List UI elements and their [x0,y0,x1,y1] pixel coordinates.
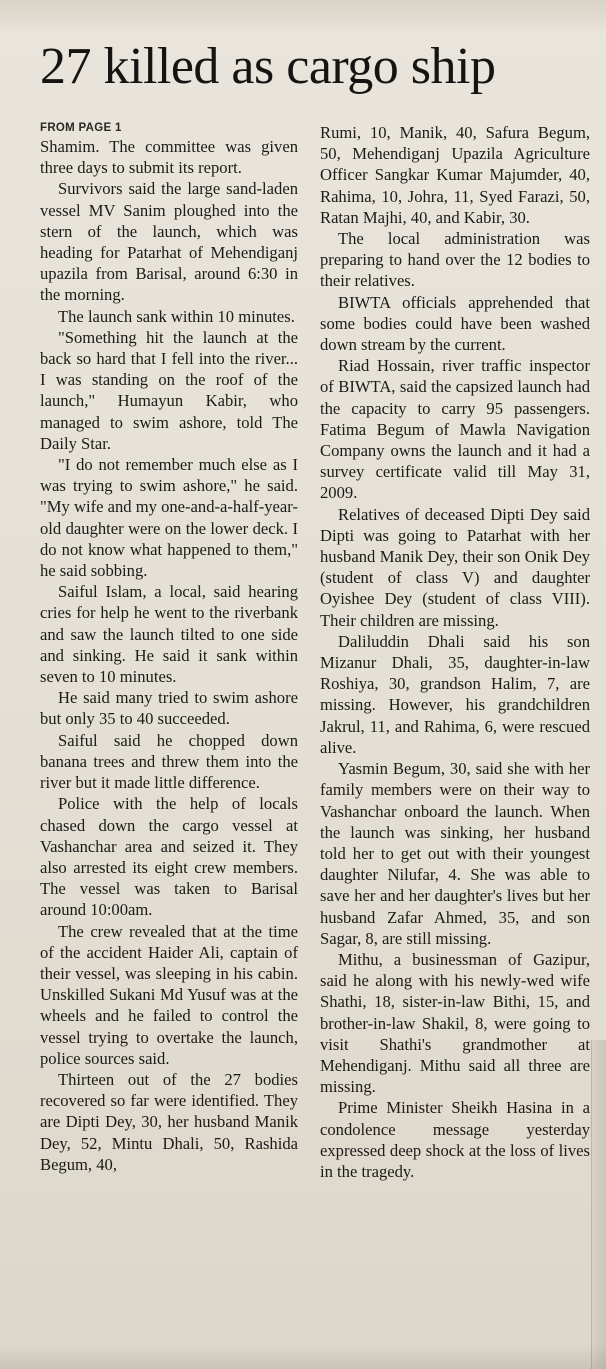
paragraph: Thirteen out of the 27 bodies recovered so far were identified. They are Dipti Dey, 30, her husband Manik Dey, 52, Mintu Dhali, 50, Rashida Begum, 40, [40,1069,298,1174]
paragraph: Mithu, a businessman of Gazipur, said he along with his newly-wed wife Shathi, 18, sister-in-law Bithi, 15, and brother-in-law Shakil, 8, were going to visit Shathi's grandmother at Mehendiganj. Mithu said all three are missing. [320,949,590,1097]
paragraph: BIWTA officials apprehended that some bodies could have been washed down stream by the current. [320,292,590,355]
page-shadow [0,1345,606,1369]
paragraph: "Something hit the launch at the back so hard that I fell into the river... I was standing on the roof of the launch," Humayun Kabir, who managed to swim ashore, told The Daily Star. [40,327,298,453]
previous-article-bleed [0,0,606,30]
paragraph: Prime Minister Sheikh Hasina in a condolence message yesterday expressed deep shock at the loss of lives in the tragedy. [320,1098,590,1181]
paragraph: He said many tried to swim ashore but only 35 to 40 succeeded. [40,688,298,729]
paragraph: Daliluddin Dhali said his son Mizanur Dhali, 35, daughter-in-law Roshiya, 30, grandson Halim, 7, are missing. However, his grandchildren Jakrul, 11, and Rahima, 6, were rescued alive. [320,631,590,757]
paragraph: Saiful said he chopped down banana trees and threw them into the river but it made little difference. [40,730,298,793]
paragraph: Saiful Islam, a local, said hearing cries for help he went to the riverbank and saw the launch tilted to one side and sinking. He said it sank within seven to 10 minutes. [40,582,298,687]
paragraph: Survivors said the large sand-laden vessel MV Sanim ploughed into the stern of the launch, which was heading for Patarhat of Mehendiganj upazila from Barisal, around 6:30 in the morning. [40,179,298,305]
paragraph: Yasmin Begum, 30, said she with her family members were on their way to Vashanchar onboard the launch. When the launch was sinking, her husband told her to get out with their youngest daughter Nilufar, 4. She was able to save her and her daughter's lives but her husband Zafar Ahmed, 35, and son Sagar, 8, are still missing. [320,759,590,948]
paragraph: "I do not remember much else as I was trying to swim ashore," he said. "My wife and my one-and-a-half-year-old daughter were on the lower deck. I do not know what happened to them," he said sobbing. [40,455,298,581]
paragraph: Rumi, 10, Manik, 40, Safura Begum, 50, Mehendiganj Upazila Agriculture Officer Sangkar Kumar Majumder, 40, Rahima, 10, Johra, 11, Syed Farazi, 50, Ratan Majhi, 40, and Kabir, 30. [320,123,590,227]
paragraph: Riad Hossain, river traffic inspector of BIWTA, said the capsized launch had the capacity to carry 95 passengers. Fatima Begum of Mawla Navigation Company owns the launch and it had a survey certificate valid till May 31, 2009. [320,356,590,503]
paragraph: The local administration was preparing to hand over the 12 bodies to their relatives. [320,229,590,291]
adjacent-column-edge [591,1040,606,1369]
paragraph: Shamim. The committee was given three days to submit its report. [40,137,298,178]
article-column-left [40,122,298,1175]
paragraph: Relatives of deceased Dipti Dey said Dipti was going to Patarhat with her husband Manik Dey, their son Onik Dey (student of class V) and daughter Oyishee Dey (student of class VIII). Their children are missing. [320,504,590,630]
paragraph: The crew revealed that at the time of the accident Haider Ali, captain of their vessel, was sleeping in his cabin. Unskilled Sukani Md Yusuf was at the wheels and he failed to control the vessel trying to overtake the launch, police sources said. [40,921,298,1068]
jump-kicker: FROM PAGE 1 [40,122,122,134]
article-column-right [320,122,590,1182]
paragraph: Police with the help of locals chased down the cargo vessel at Vashanchar area and seized it. They also arrested its eight crew members. The vessel was taken to Barisal around 10:00am. [40,794,298,920]
paragraph: The launch sank within 10 minutes. [58,306,295,326]
article-headline: 27 killed as cargo ship [40,38,496,95]
